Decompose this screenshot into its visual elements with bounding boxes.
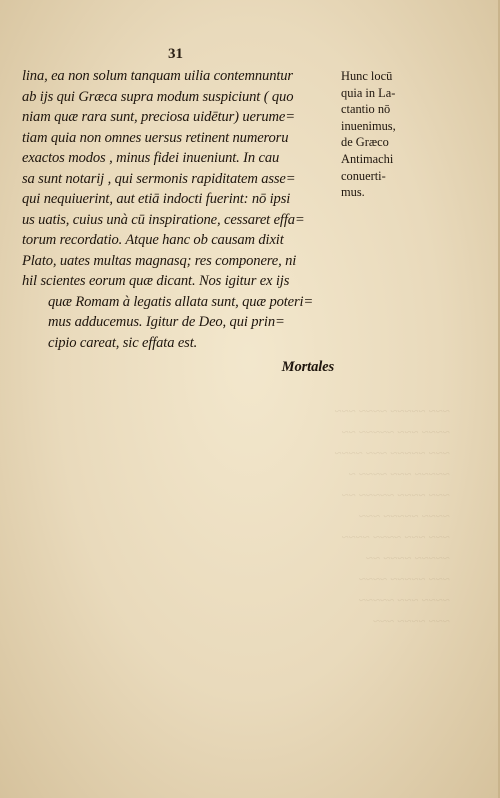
main-text-block bbox=[22, 66, 340, 378]
main-text-line: sa sunt notarij , qui sermonis rapiditatem asse= bbox=[22, 170, 296, 187]
marginal-note-line: Hunc locū bbox=[341, 69, 393, 83]
marginal-note-line: ctantio nō bbox=[341, 102, 391, 117]
marginal-note-line: conuerti- bbox=[341, 168, 386, 183]
show-through-texture: ~~~ ~~~~~ ~~~~ ~~~ ~~~~ ~~~ ~~~~~ ~~ ~~~ ~~~~~ ~~~ ~~~~ ~~~~~ ~~~ ~~~~ ~ ~~~ ~~~~ ~~~~~ ~~ ~~~~ ~~~~~ ~~~ ~~~ ~~~ ~~~~ ~~~~ ~~~~~ ~~~~ ~~ ~~~ ~~~~~ ~~~~ ~~~~ ~~~ ~~~~~ ~~~ ~~~~ ~~~ bbox=[334, 403, 450, 628]
main-text-line: torum recordatio. Atque hanc ob causam dixit bbox=[22, 232, 284, 248]
main-text-line: us uatis, cuius unà cū inspiratione, cessaret effa= bbox=[22, 211, 305, 228]
main-text-line: Plato, uates multas magnasq; res componere, ni bbox=[22, 252, 297, 269]
page-number: 31 bbox=[168, 46, 183, 62]
marginal-note-line: mus. bbox=[341, 185, 365, 200]
main-text-line: ab ijs qui Græca supra modum suspiciunt ( quo bbox=[22, 88, 294, 105]
marginal-note bbox=[341, 68, 421, 201]
main-text-line: exactos modos , minus fidei inueniunt. In cau bbox=[22, 150, 280, 166]
marginal-note-line: de Græco bbox=[341, 135, 389, 150]
main-text-line: mus adducemus. Igitur de Deo, qui prin= bbox=[48, 314, 285, 330]
main-text-line: lina, ea non solum tanquam uilia contemnuntur bbox=[22, 68, 293, 84]
marginal-note-line: quia in La- bbox=[341, 85, 396, 100]
main-text-line: quæ Romam à legatis allata sunt, quæ poteri= bbox=[48, 293, 314, 310]
main-text-line: hil scientes eorum quæ dicant. Nos igitur ex ijs bbox=[22, 273, 290, 289]
main-text-line: cipio careat, sic effata est. bbox=[48, 334, 198, 351]
main-text-line: qui nequiuerint, aut etiā indocti fuerint: nō ipsi bbox=[22, 191, 291, 207]
main-text-line: niam quæ rara sunt, preciosa uidētur) uerume= bbox=[22, 109, 295, 125]
marginal-note-line: Antimachi bbox=[341, 151, 394, 166]
main-text-line: tiam quia non omnes uersus retinent numeroru bbox=[22, 129, 289, 146]
marginal-note-line: inuenimus, bbox=[341, 118, 396, 133]
catchword: Mortales bbox=[281, 359, 334, 375]
